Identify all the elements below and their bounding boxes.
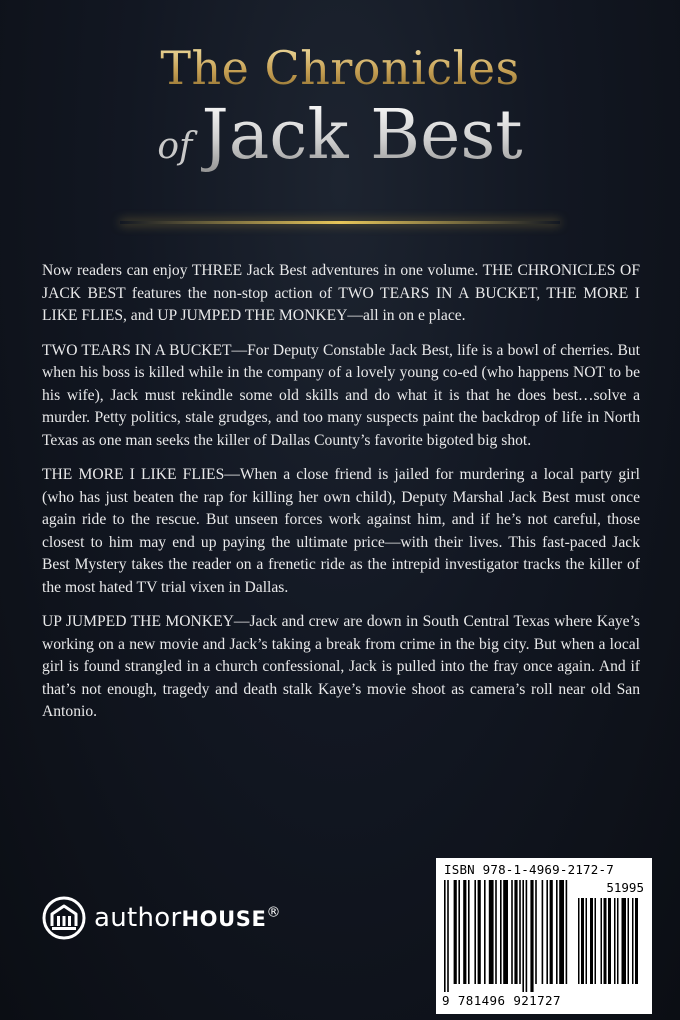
blurb-paragraph-monkey: UP JUMPED THE MONKEY—Jack and crew are down in South Central Texas where Kaye’s working on a new movie and Jack’s taking a break from crime in the big city. But when a local girl is found strangled in a church confessional, Jack is pulled into the fray once again. And if that’s not enough, tragedy and death stalk Kaye’s movie shoot as camera’s roll near old San Antonio. xyxy=(42,613,640,720)
authorhouse-logo-icon xyxy=(42,896,86,940)
title-main: Jack Best xyxy=(201,96,523,175)
title-line-jack-best xyxy=(0,98,680,191)
isbn-text: ISBN 978-1-4969-2172-7 xyxy=(444,862,614,877)
ean-barcode-bars xyxy=(444,880,570,992)
ean-digits: 9 781496 921727 xyxy=(442,993,561,1008)
back-cover-blurb xyxy=(42,260,640,736)
registered-mark: ® xyxy=(266,904,281,921)
publisher-logo xyxy=(42,895,281,941)
blurb-paragraph-more-flies: THE MORE I LIKE FLIES—When a close friend is jailed for murdering a local party girl (who has just beaten the rap for killing her own child), Deputy Marshal Jack Best must once again ride to the rescue. But unseen forces work against him, and if he’s not careful, those closest to him may end up paying the ultimate price—with their lives. This fast-paced Jack Best Mystery takes the reader on a frenetic ride as the intrepid investigator tracks the killer of the most hated TV trial vixen in Dallas. xyxy=(42,466,640,596)
title-of: of xyxy=(157,126,193,167)
publisher-name xyxy=(94,903,281,933)
isbn-barcode xyxy=(436,858,652,1014)
publisher-name-prefix: author xyxy=(94,903,182,933)
title-line-chronicles: The Chronicles xyxy=(0,42,680,94)
gold-divider xyxy=(120,221,560,224)
blurb-paragraph-intro: Now readers can enjoy THREE Jack Best adventures in one volume. THE CHRONICLES OF JACK BEST features the non-stop action of TWO TEARS IN A BUCKET, THE MORE I LIKE FLIES, and UP JUMPED THE MONKEY—all in on e place. xyxy=(42,262,640,324)
addon-barcode-bars xyxy=(578,898,644,992)
price-code: 51995 xyxy=(606,880,644,895)
book-title xyxy=(0,42,680,191)
blurb-paragraph-two-tears: TWO TEARS IN A BUCKET—For Deputy Constable Jack Best, life is a bowl of cherries. But when his boss is killed while in the company of a lovely young co-ed (who happens NOT to be his wife), Jack must rekindle some old skills and do what it is that he does best…solve a murder. Petty politics, stale grudges, and too many suspects paint the backdrop of life in North Texas as one man seeks the killer of Dallas County’s favorite bigoted big shot. xyxy=(42,341,640,449)
publisher-name-suffix: HOUSE xyxy=(181,907,267,931)
